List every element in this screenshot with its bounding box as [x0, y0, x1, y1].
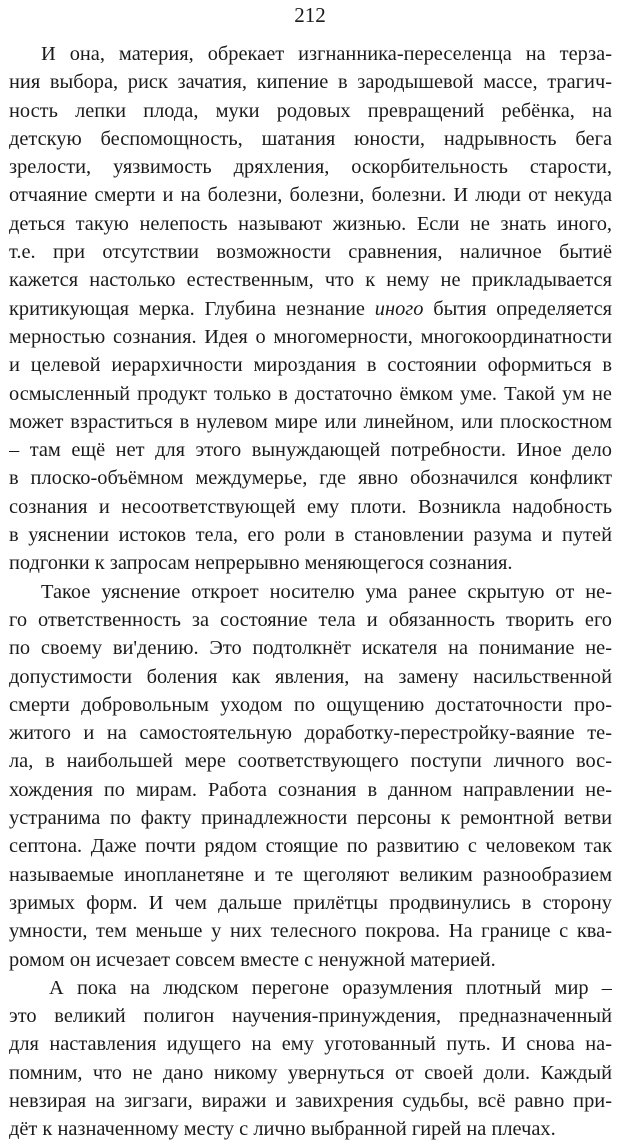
- text-line: т.е. при отсутствии возможности сравнения, наличное бытиё: [9, 241, 612, 264]
- text-line: смерти добровольным уходом по ощущению достаточности про-: [9, 693, 612, 716]
- text-line: деться такую нелепость называют жизнью. Если не знать иного,: [9, 212, 612, 235]
- text-line: мерностью сознания. Идея о многомерности, многокоординатности: [9, 325, 612, 348]
- text-line: помним, что не дано никому увернуться от своей доли. Каждый: [9, 1061, 612, 1084]
- text-line: отчаяние смерти и на болезни, болезни, болезни. И люди от некуда: [9, 184, 612, 207]
- text-line: допустимости боления как явления, на замену насильственной: [9, 665, 612, 688]
- text-line: А пока на людском перегоне оразумления плотный мир –: [49, 976, 612, 999]
- paragraph-3: [9, 974, 612, 1144]
- text-line-mixed: [9, 295, 612, 323]
- text-line: ромом он исчезает совсем вместе с ненужной материей.: [9, 948, 496, 971]
- text-line: ла, в наибольшей мере соответствующего поступи личного вос-: [9, 750, 612, 773]
- text-line: зримых форм. И чем дальше прилётцы продвинулись в сторону: [9, 891, 612, 914]
- text-line: в плоско-объёмном междумерье, где явно обозначился конфликт: [9, 467, 612, 490]
- paragraph-1: [9, 40, 612, 578]
- text-line: может взраститься в нулевом мире или линейном, или плоскостном: [9, 410, 612, 433]
- text-line: хождения по мирам. Работа сознания в данном направлении не-: [9, 778, 612, 801]
- text-line: ность лепки плода, муки родовых превращений ребёнка, на: [9, 99, 612, 122]
- text-line: го ответственность за состояние тела и обязанность творить его: [9, 608, 612, 631]
- text-line: устранима по факту принадлежности персоны к ремонтной ветви: [9, 807, 612, 830]
- text-line: это великий полигон научения-принуждения, предназначенный: [9, 1005, 612, 1028]
- text-line: – там ещё нет для этого вынуждающей потребности. Иное дело: [9, 439, 612, 462]
- text-segment: критикующая мерка. Глубина незнание: [9, 297, 365, 320]
- text-line: септона. Даже почти рядом стоящие по развитию с человеком так: [9, 835, 612, 858]
- paragraph-2: [9, 578, 612, 974]
- text-line: ния выбора, риск зачатия, кипение в зародышевой массе, трагич-: [9, 71, 612, 94]
- text-line: детскую беспомощность, шатания юности, надрывность бега: [9, 127, 612, 150]
- text-line: для наставления идущего на ему уготованный путь. И снова на-: [9, 1033, 612, 1056]
- text-line: подгонки к запросам непрерывно меняющегося сознания.: [9, 552, 513, 575]
- italic-word: иного: [374, 297, 424, 320]
- text-line: умности, тем меньше у них телесного покрова. На границе с ква-: [9, 920, 612, 943]
- text-line: житого и на самостоятельную доработку-перестройку-ваяние те-: [9, 722, 612, 745]
- body-text: [9, 40, 612, 1144]
- text-line: Такое уяснение откроет носителю ума ранее скрытую от не-: [41, 580, 612, 603]
- text-line: зрелости, уязвимость дряхления, оскорбительность старости,: [9, 156, 612, 179]
- page-number: 212: [294, 3, 326, 27]
- text-line: называемые инопланетяне и те щеголяют великим разнообразием: [9, 863, 612, 886]
- text-line: и целевой иерархичности мироздания в состоянии оформиться в: [9, 354, 612, 377]
- text-line: И она, материя, обрекает изгнанника-переселенца на терза-: [41, 43, 612, 65]
- text-line: дёт к назначенному месту с лично выбранной гирей на плечах.: [9, 1118, 556, 1141]
- text-line: невзирая на зигзаги, виражи и завихрения судьбы, всё равно при-: [9, 1089, 612, 1112]
- text-line: по своему ви'дению. Это подтолкнёт искателя на понимание не-: [9, 637, 612, 660]
- text-line: в уяснении истоков тела, его роли в становлении разума и путей: [9, 524, 612, 547]
- text-line: осмысленный продукт только в достаточно ёмком уме. Такой ум не: [9, 382, 612, 405]
- text-segment: бытия определяется: [433, 297, 612, 320]
- text-line: сознания и несоответствующей ему плоти. Возникла надобность: [9, 495, 612, 518]
- text-line: кажется настолько естественным, что к нему не прикладывается: [9, 269, 612, 292]
